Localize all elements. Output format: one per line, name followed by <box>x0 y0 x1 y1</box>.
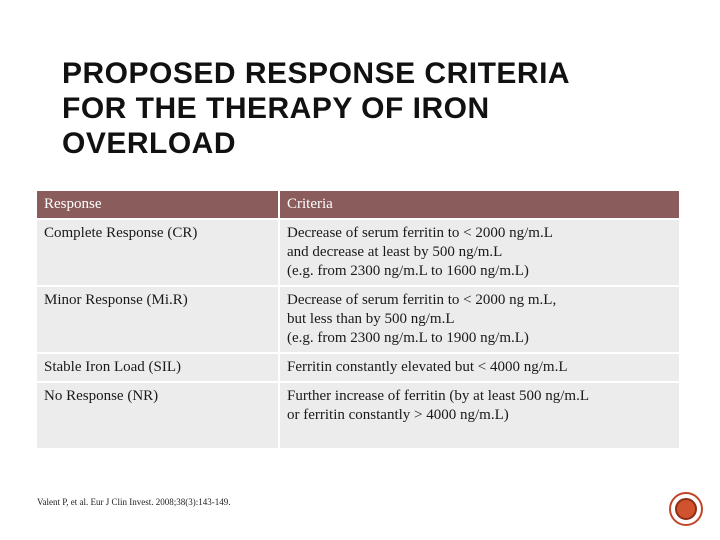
table-row <box>37 220 679 287</box>
response-cell: Complete Response (CR) <box>37 220 280 287</box>
table-row <box>37 383 679 450</box>
table-header-row <box>37 191 679 220</box>
citation: Valent P, et al. Eur J Clin Invest. 2008;38(3):143-149. <box>37 497 231 507</box>
criteria-cell: Decrease of serum ferritin to < 2000 ng m.L, but less than by 500 ng/m.L (e.g. from 2300 ng/m.L to 1900 ng/m.L) <box>280 287 679 354</box>
criteria-cell: Decrease of serum ferritin to < 2000 ng/m.L and decrease at least by 500 ng/m.L (e.g. from 2300 ng/m.L to 1600 ng/m.L) <box>280 220 679 287</box>
table-row <box>37 354 679 383</box>
criteria-cell: Ferritin constantly elevated but < 4000 ng/m.L <box>280 354 679 383</box>
column-header-criteria: Criteria <box>280 191 679 220</box>
slide-nav-button[interactable] <box>669 492 703 526</box>
circle-button-icon <box>675 498 697 520</box>
title-line: OVERLOAD <box>62 127 237 160</box>
response-cell: Minor Response (Mi.R) <box>37 287 280 354</box>
criteria-cell: Further increase of ferritin (by at least 500 ng/m.L or ferritin constantly > 4000 ng/m.L) <box>280 383 679 450</box>
column-header-response: Response <box>37 191 280 220</box>
title-line: FOR THE THERAPY OF IRON <box>62 92 490 125</box>
response-cell: No Response (NR) <box>37 383 280 450</box>
table-row <box>37 287 679 354</box>
response-cell: Stable Iron Load (SIL) <box>37 354 280 383</box>
criteria-table <box>37 191 679 450</box>
title-line: PROPOSED RESPONSE CRITERIA <box>62 57 571 90</box>
page-title <box>62 56 662 161</box>
